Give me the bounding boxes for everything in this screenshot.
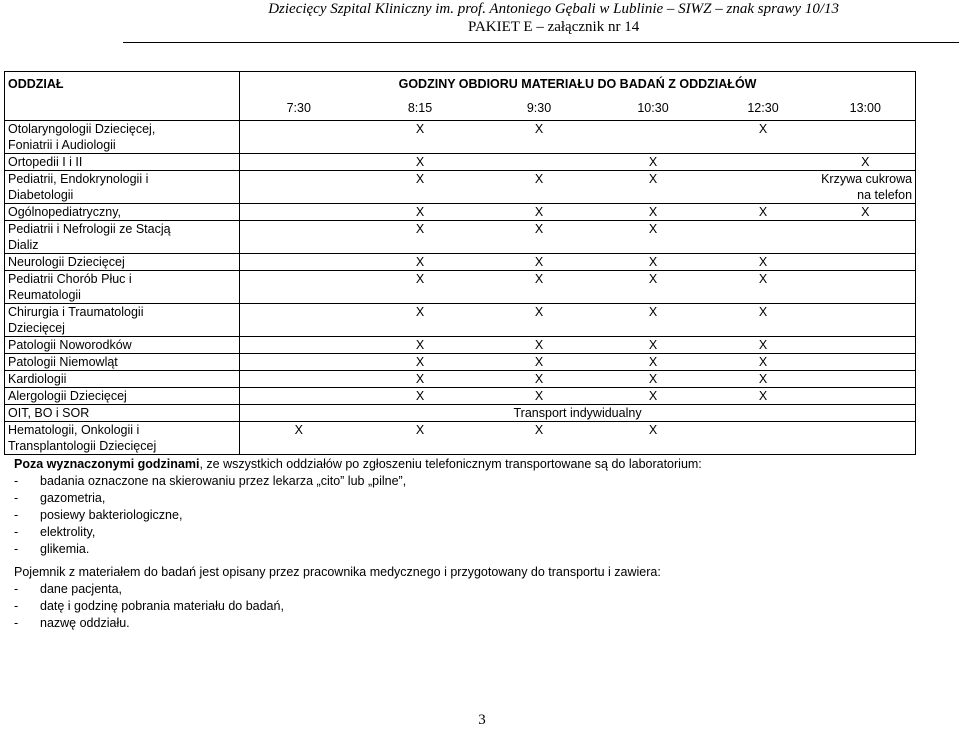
schedule-cell: X (596, 337, 711, 354)
department-name-line: Transplantologii Dziecięcej (8, 439, 157, 453)
schedule-cell: X (483, 337, 596, 354)
schedule-cell: X (358, 371, 483, 388)
list-item-text: elektrolity, (40, 525, 96, 539)
schedule-cell: X (240, 422, 358, 455)
table-row (5, 422, 916, 455)
table-row (5, 254, 916, 271)
schedule-cell (240, 371, 358, 388)
schedule-cell: X (816, 204, 916, 221)
schedule-cell: X (596, 171, 711, 204)
schedule-cell (711, 422, 816, 455)
department-name (5, 171, 240, 204)
container-note: Pojemnik z materiałem do badań jest opisany przez pracownika medycznego i przygotowany do transportu i zawiera: (14, 565, 661, 579)
schedule-cell (240, 204, 358, 221)
department-column-header: ODDZIAŁ (5, 72, 240, 97)
department-name (5, 354, 240, 371)
department-name (5, 221, 240, 254)
department-name (5, 337, 240, 354)
table-row (5, 405, 916, 422)
schedule-cell: X (483, 221, 596, 254)
schedule-cell: X (483, 121, 596, 154)
schedule-cell: X (711, 371, 816, 388)
department-name (5, 254, 240, 271)
dash-bullet: - (14, 474, 19, 488)
time-header: 12:30 (711, 96, 816, 121)
schedule-cell: X (358, 154, 483, 171)
time-row-label (5, 96, 240, 121)
department-name (5, 121, 240, 154)
department-name (5, 371, 240, 388)
list-item (14, 541, 914, 558)
schedule-remark (816, 171, 916, 204)
schedule-remark-line: na telefon (857, 188, 913, 202)
time-header: 10:30 (596, 96, 711, 121)
department-name (5, 271, 240, 304)
notes-section (14, 456, 914, 632)
schedule-cell: X (711, 204, 816, 221)
schedule-cell: X (358, 304, 483, 337)
department-name-line: Reumatologii (8, 288, 81, 302)
schedule-cell: X (358, 121, 483, 154)
schedule-cell: X (711, 337, 816, 354)
department-name-line: Pediatrii Chorób Płuc i (8, 272, 132, 286)
schedule-cell: X (483, 254, 596, 271)
schedule-cell: X (358, 254, 483, 271)
schedule-cell: X (711, 388, 816, 405)
header-subtitle: PAKIET E – załącznik nr 14 (467, 19, 640, 35)
dash-bullet: - (14, 542, 19, 556)
department-name (5, 204, 240, 221)
pickup-hours-header: GODZINY OBDIORU MATERIAŁU DO BADAŃ Z ODDZIAŁÓW (240, 72, 916, 97)
transport-note: Transport indywidualny (240, 405, 916, 422)
dash-bullet: - (14, 491, 19, 505)
schedule-cell: X (483, 171, 596, 204)
table-row (5, 304, 916, 337)
department-name-line: Pediatrii i Nefrologii ze Stacją (8, 222, 171, 236)
container-contents-list (14, 581, 914, 632)
list-item-text: badania oznaczone na skierowaniu przez lekarza „cito” lub „pilne”, (40, 474, 407, 488)
schedule-cell: X (483, 204, 596, 221)
table-row (5, 204, 916, 221)
department-name-line: Ortopedii I i II (8, 155, 83, 169)
header-title: Dziecięcy Szpital Kliniczny im. prof. Antoniego Gębali w Lublinie – SIWZ – znak sprawy 10/13 (268, 1, 839, 17)
schedule-cell: X (596, 254, 711, 271)
schedule-cell: X (596, 304, 711, 337)
schedule-cell: X (358, 388, 483, 405)
dash-bullet: - (14, 508, 19, 522)
schedule-cell (816, 121, 916, 154)
schedule-cell: X (358, 422, 483, 455)
department-name-line: Dziecięcej (8, 321, 65, 335)
department-name-line: Ogólnopediatryczny, (8, 205, 122, 219)
notes-intro (14, 456, 914, 473)
schedule-cell (816, 388, 916, 405)
schedule-cell: X (596, 354, 711, 371)
dash-bullet: - (14, 599, 19, 613)
time-header: 13:00 (816, 96, 916, 121)
table-row (5, 171, 916, 204)
department-name (5, 422, 240, 455)
document-header (268, 0, 839, 36)
schedule-cell (240, 171, 358, 204)
schedule-cell: X (483, 422, 596, 455)
list-item-text: nazwę oddziału. (40, 616, 130, 630)
schedule-cell (816, 371, 916, 388)
schedule-cell (240, 221, 358, 254)
list-item (14, 473, 914, 490)
list-item-text: datę i godzinę pobrania materiału do badań, (40, 599, 284, 613)
time-header: 7:30 (240, 96, 358, 121)
schedule-cell: X (711, 271, 816, 304)
schedule-cell (816, 337, 916, 354)
dash-bullet: - (14, 582, 19, 596)
table-row (5, 354, 916, 371)
list-item (14, 524, 914, 541)
schedule-cell (240, 337, 358, 354)
schedule-cell: X (596, 154, 711, 171)
schedule-cell: X (483, 271, 596, 304)
schedule-cell (816, 254, 916, 271)
schedule-cell: X (816, 154, 916, 171)
list-item (14, 598, 914, 615)
department-name-line: Dializ (8, 238, 39, 252)
schedule-cell: X (596, 271, 711, 304)
department-name-line: Neurologii Dziecięcej (8, 255, 125, 269)
schedule-cell (711, 154, 816, 171)
schedule-cell (240, 254, 358, 271)
schedule-cell (240, 304, 358, 337)
schedule-cell: X (483, 304, 596, 337)
table-row (5, 337, 916, 354)
table-row (5, 121, 916, 154)
schedule-cell: X (596, 204, 711, 221)
schedule-cell: X (358, 204, 483, 221)
schedule-cell (816, 221, 916, 254)
schedule-remark-line: Krzywa cukrowa (821, 172, 913, 186)
department-name-line: Patologii Niemowląt (8, 355, 118, 369)
schedule-cell (816, 304, 916, 337)
list-item-text: dane pacjenta, (40, 582, 123, 596)
schedule-cell: X (711, 121, 816, 154)
list-item (14, 507, 914, 524)
notes-intro-rest: , ze wszystkich oddziałów po zgłoszeniu telefonicznym transportowane są do laboratorium: (199, 457, 702, 471)
time-header: 9:30 (483, 96, 596, 121)
department-name (5, 304, 240, 337)
schedule-cell (711, 171, 816, 204)
list-item-text: glikemia. (40, 542, 90, 556)
department-name-line: Foniatrii i Audiologii (8, 138, 116, 152)
schedule-cell (240, 388, 358, 405)
header-rule (123, 42, 959, 43)
notes-intro-bold: Poza wyznaczonymi godzinami (14, 457, 200, 471)
schedule-cell (816, 354, 916, 371)
table-row (5, 154, 916, 171)
list-item (14, 581, 914, 598)
schedule-cell: X (711, 354, 816, 371)
department-name-line: Diabetologii (8, 188, 74, 202)
table-row (5, 271, 916, 304)
schedule-cell: X (483, 371, 596, 388)
department-name-line: Hematologii, Onkologii i (8, 423, 140, 437)
page-number: 3 (478, 712, 486, 728)
schedule-cell: X (358, 271, 483, 304)
list-item-text: gazometria, (40, 491, 106, 505)
time-header: 8:15 (358, 96, 483, 121)
schedule-cell: X (358, 171, 483, 204)
schedule-cell (596, 121, 711, 154)
schedule-cell: X (483, 354, 596, 371)
table-row (5, 371, 916, 388)
schedule-cell (816, 422, 916, 455)
pickup-schedule-table (4, 71, 916, 455)
schedule-cell (816, 271, 916, 304)
list-item (14, 615, 914, 632)
schedule-cell: X (711, 304, 816, 337)
urgent-items-list (14, 473, 914, 558)
schedule-cell: X (358, 221, 483, 254)
department-name (5, 154, 240, 171)
department-name (5, 388, 240, 405)
schedule-cell: X (596, 221, 711, 254)
schedule-cell: X (483, 388, 596, 405)
list-item (14, 490, 914, 507)
department-name-line: Chirurgia i Traumatologii (8, 305, 144, 319)
list-item-text: posiewy bakteriologiczne, (40, 508, 183, 522)
schedule-cell (240, 271, 358, 304)
schedule-cell: X (596, 422, 711, 455)
dash-bullet: - (14, 616, 19, 630)
schedule-cell (240, 154, 358, 171)
table-row (5, 388, 916, 405)
department-name-line: OIT, BO i SOR (8, 406, 90, 420)
schedule-cell: X (358, 337, 483, 354)
schedule-cell (240, 121, 358, 154)
department-name-line: Otolaryngologii Dziecięcej, (8, 122, 156, 136)
department-name-line: Kardiologii (8, 372, 67, 386)
table-row (5, 221, 916, 254)
department-name-line: Pediatrii, Endokrynologii i (8, 172, 149, 186)
schedule-cell: X (596, 388, 711, 405)
department-name-line: Patologii Noworodków (8, 338, 132, 352)
schedule-cell: X (358, 354, 483, 371)
schedule-cell (483, 154, 596, 171)
department-name (5, 405, 240, 422)
schedule-cell (240, 354, 358, 371)
dash-bullet: - (14, 525, 19, 539)
department-name-line: Alergologii Dziecięcej (8, 389, 127, 403)
schedule-cell (711, 221, 816, 254)
schedule-cell: X (711, 254, 816, 271)
schedule-cell: X (596, 371, 711, 388)
